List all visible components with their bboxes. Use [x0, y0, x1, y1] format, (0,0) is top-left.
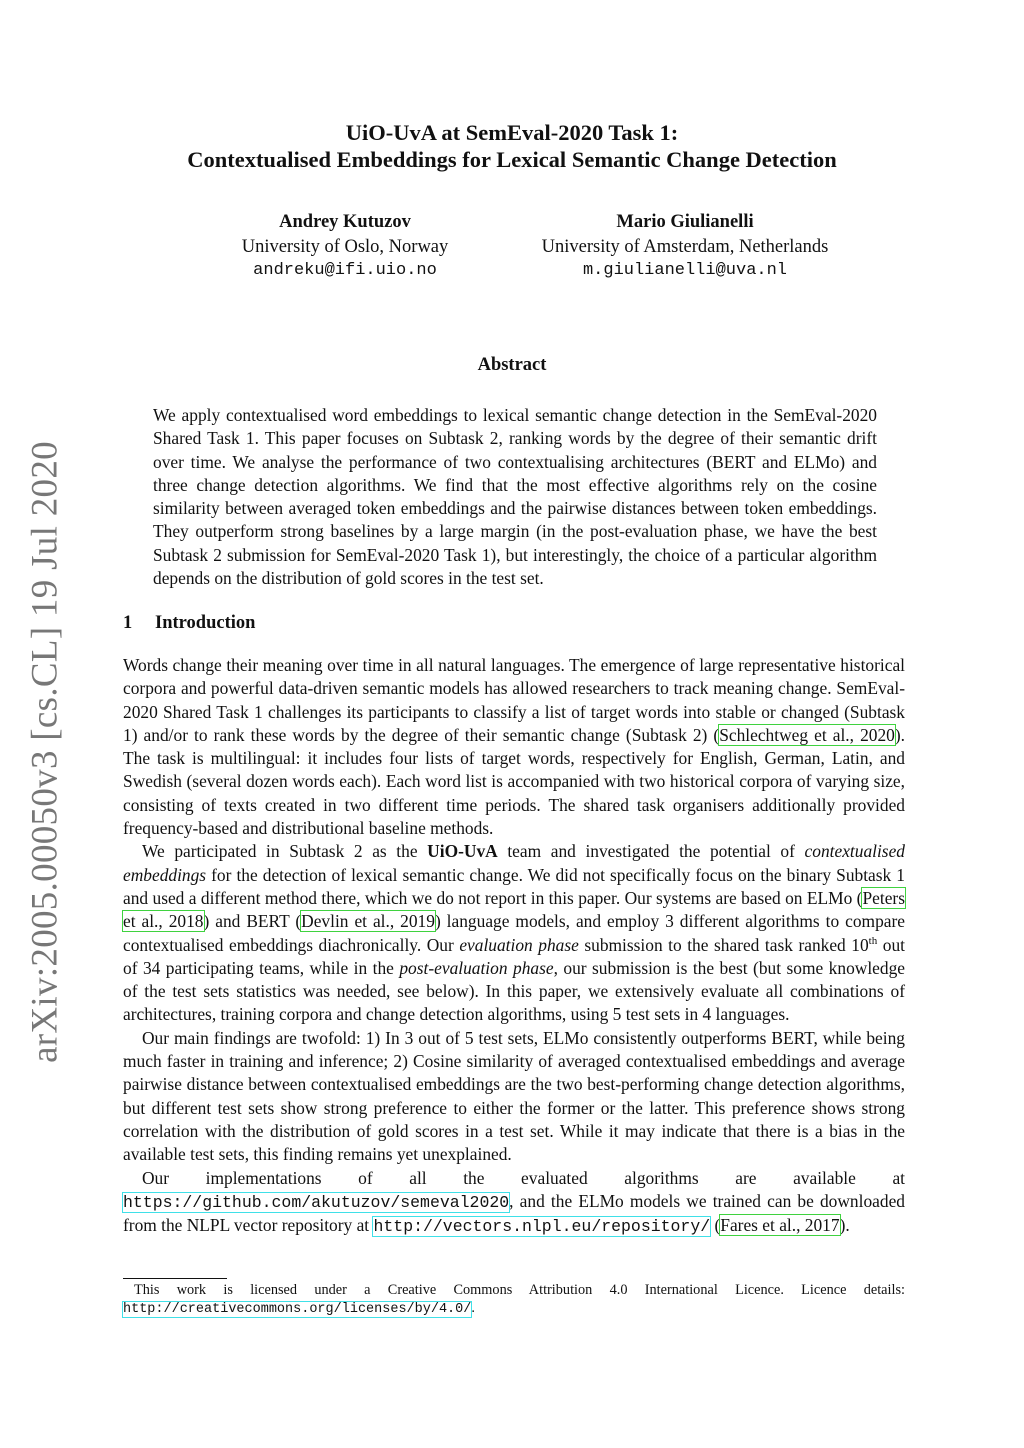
bold-text: UiO-UvA — [427, 841, 498, 862]
author-1 — [195, 210, 495, 284]
arxiv-side-label: arXiv:2005.00050v3 [cs.CL] 19 Jul 2020 — [24, 441, 66, 1063]
introduction-body — [123, 654, 905, 1238]
citation-link[interactable]: Schlechtweg et al., 2020 — [719, 724, 895, 745]
url-link[interactable]: http://creativecommons.org/licenses/by/4.0/ — [123, 1302, 472, 1317]
citation-link[interactable]: Peters et al., 2018 — [123, 887, 905, 932]
author-affiliation: University of Amsterdam, Netherlands — [541, 236, 829, 257]
section-title: Introduction — [155, 613, 256, 633]
paragraph — [123, 654, 905, 840]
citation-link[interactable]: Fares et al., 2017 — [720, 1215, 840, 1236]
text-run: ( — [710, 1215, 721, 1236]
text-run: We participated in Subtask 2 as the — [142, 841, 428, 862]
abstract-heading: Abstract — [477, 355, 547, 375]
author-email[interactable]: andreku@ifi.uio.no — [253, 261, 437, 280]
author-name: Mario Giulianelli — [616, 212, 754, 232]
author-name: Andrey Kutuzov — [279, 212, 411, 232]
text-run: , our submission is the best (but some knowledge of the test sets statistics was needed, see below). In this paper, we extensively evaluate all combinations of architectures, training corpora and change detection algorithms, using 5 test sets in 4 languages. — [123, 957, 905, 1025]
text-run: ). — [839, 1215, 850, 1236]
text-run: . — [471, 1300, 475, 1316]
text-run: for the detection of lexical semantic change. We did not specifically focus on the binary Subtask 1 and used a different method there, which we do not report in this paper. Our systems are based on ELMo ( — [123, 864, 905, 908]
author-email[interactable]: m.giulianelli@uva.nl — [582, 261, 788, 280]
footnote-rule — [123, 1278, 227, 1279]
title-line-2: Contextualised Embeddings for Lexical Semantic Change Detection — [187, 147, 837, 172]
text-run: ) language models, and employ 3 different algorithms to compare contextualised embeddings diachronically. Our — [123, 911, 905, 955]
italic-text: evaluation phase — [459, 934, 579, 955]
section-number: 1 — [123, 613, 133, 633]
paragraph — [123, 840, 905, 1026]
text-run: This work is licensed under a Creative Commons Attribution 4.0 International Licence. Licence details: — [134, 1282, 905, 1298]
text-run: Our implementations of all the evaluated algorithms are available at — [142, 1167, 905, 1188]
text-run: , and the ELMo models we trained can be downloaded from the NLPL vector repository at — [123, 1190, 905, 1236]
paragraph — [123, 1027, 905, 1167]
author-affiliation: University of Oslo, Norway — [241, 236, 449, 257]
title-line-1: UiO-UvA at SemEval-2020 Task 1: — [345, 120, 679, 145]
text-run: ). The task is multilingual: it includes four lists of target words, respectively for English, German, Latin, and Swedish (several dozen words each). Each word list is accompanied with two historical corpora of varying size, consisting of texts created in two different time periods. The shared task organisers additionally provided frequency-based and distributional baseline methods. — [123, 724, 905, 839]
text-run: submission to the shared task ranked 10 — [578, 934, 869, 955]
italic-text: contextualised embeddings — [123, 841, 905, 885]
text-run: team and investigated the potential of — [497, 841, 805, 862]
footnote — [123, 1281, 905, 1319]
url-link[interactable]: https://github.com/akutuzov/semeval2020 — [123, 1192, 510, 1212]
author-2 — [505, 210, 865, 284]
citation-link[interactable]: Devlin et al., 2019 — [301, 911, 435, 932]
url-link[interactable]: http://vectors.nlpl.eu/repository/ — [373, 1217, 711, 1237]
italic-text: post-evaluation phase — [399, 957, 554, 978]
text-run: Our main findings are twofold: 1) In 3 out of 5 test sets, ELMo consistently outperforms BERT, while being much faster in training and inference; 2) Cosine similarity of averaged contextualised embeddings and average pairwise distance between contextualised embeddings are the two best-performing change detection algorithms, but different test sets show strong preference to either the former or the latter. This preference shows strong correlation with the distribution of gold scores in a test set. While it may indicate that there is a bias in the available test sets, this finding remains yet unexplained. — [123, 1027, 905, 1165]
section-heading — [123, 613, 255, 634]
paper-title — [0, 119, 1024, 173]
paragraph — [123, 1167, 905, 1239]
text-run: ) and BERT ( — [203, 911, 302, 932]
text-run: Words change their meaning over time in all natural languages. The emergence of large representative historical corpora and powerful data-driven semantic models has allowed researchers to track meaning change. SemEval-2020 Shared Task 1 challenges its participants to classify a list of target words into stable or changed (Subtask 1) and/or to rank these words by the degree of their semantic change (Subtask 2) ( — [123, 655, 905, 745]
text-run: out of 34 participating teams, while in the — [123, 934, 905, 978]
abstract-text: We apply contextualised word embeddings to lexical semantic change detection in the SemEval-2020 Shared Task 1. This paper focuses on Subtask 2, ranking words by the degree of their semantic drift over time. We analyse the performance of two contextualising architectures (BERT and ELMo) and three change detection algorithms. We find that the most effective algorithms rely on the cosine similarity between averaged token embeddings and the pairwise distances between token embeddings. They outperform strong baselines by a large margin (in the post-evaluation phase, we have the best Subtask 2 submission for SemEval-2020 Task 1), but interestingly, the choice of a particular algorithm depends on the distribution of gold scores in the test set. — [153, 405, 877, 589]
superscript: th — [868, 934, 878, 947]
